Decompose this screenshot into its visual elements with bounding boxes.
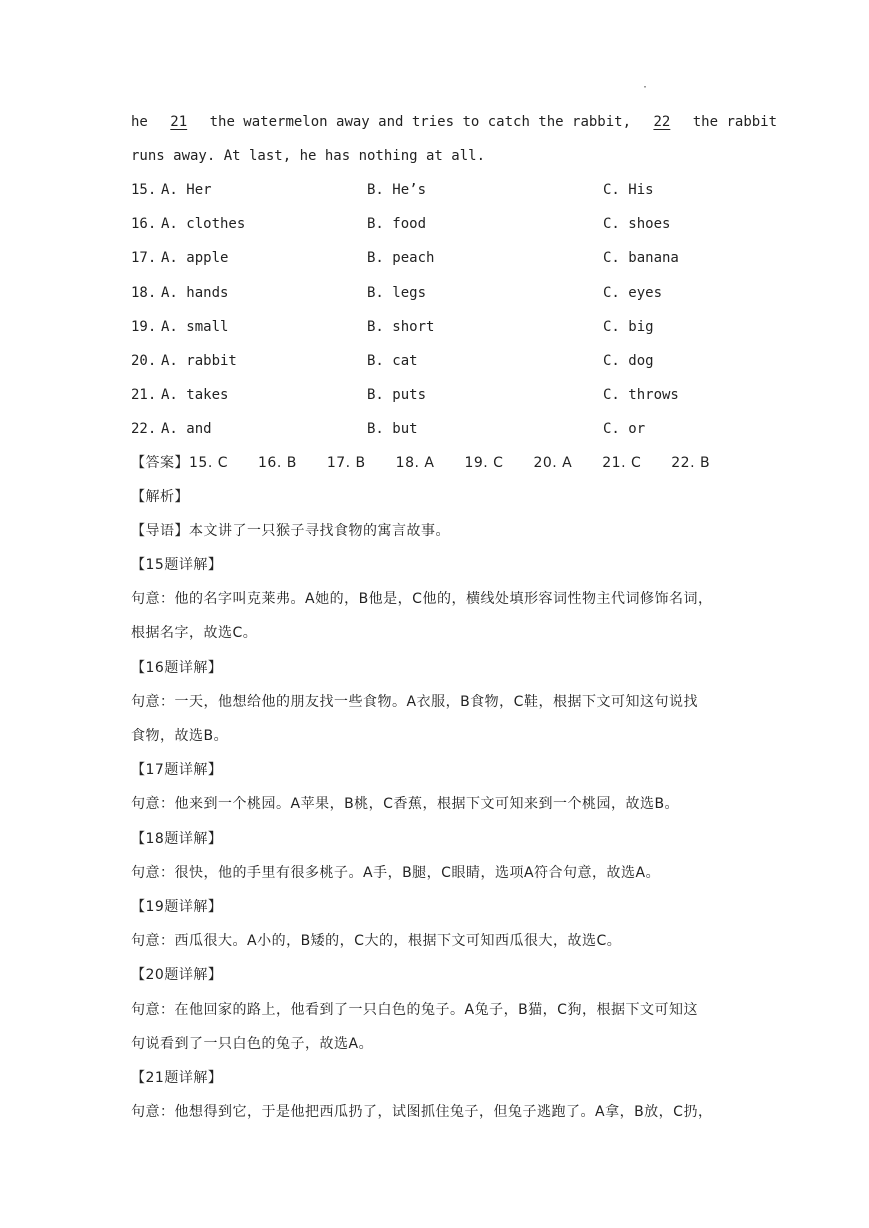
passage-line-2: runs away. At last, he has nothing at all. [131, 148, 486, 164]
passage-text: the watermelon away and tries to catch the rabbit, [201, 114, 640, 130]
question-number: 15. [131, 182, 157, 198]
detail-title: 【17题详解】 [131, 762, 223, 779]
answer-item: 17. B [326, 455, 366, 471]
option-a: A. small [161, 318, 229, 335]
detail-title: 【18题详解】 [131, 830, 223, 847]
question-number: 17. [131, 250, 157, 267]
option-b: B. He’s [367, 182, 427, 198]
detail-line: 根据名字，故选C。 [131, 625, 258, 642]
option-a: A. clothes [161, 216, 246, 233]
question-number: 19. [131, 318, 157, 335]
option-c: C. shoes [603, 216, 671, 233]
option-c: C. banana [603, 250, 679, 267]
detail-line: 句说看到了一只白色的兔子，故选A。 [131, 1035, 374, 1052]
option-c: C. eyes [603, 284, 663, 301]
answer-label: 【答案】 [131, 455, 189, 471]
detail-line: 句意：西瓜很大。A小的，B矮的，C大的，根据下文可知西瓜很大，故选C。 [131, 933, 622, 950]
detail-title: 【16题详解】 [131, 659, 223, 676]
blank-21: 21 [170, 114, 188, 130]
answer-item: 16. B [258, 455, 297, 471]
detail-title: 【19题详解】 [131, 899, 223, 915]
option-a: A. and [161, 421, 212, 438]
detail-title: 【20题详解】 [131, 967, 223, 984]
answer-item: 18. A [395, 455, 435, 471]
option-b: B. food [367, 216, 427, 233]
detail-line: 食物，故选B。 [131, 728, 229, 744]
question-number: 16. [131, 216, 157, 233]
option-b: B. short [367, 318, 435, 335]
answer-item: 22. B [671, 455, 711, 471]
detail-title: 【21题详解】 [131, 1070, 223, 1086]
passage-line-1 [131, 112, 777, 132]
option-c: C. or [603, 421, 646, 438]
option-b: B. but [367, 421, 418, 438]
detail-line: 句意：他的名字叫克莱弗。A她的，B他是，C他的，横线处填形容词性物主代词修饰名词， [131, 591, 713, 608]
option-a: A. takes [161, 387, 229, 404]
option-a: A. rabbit [161, 353, 237, 369]
analysis-heading: 【解析】 [131, 489, 189, 505]
detail-line: 句意：他想得到它，于是他把西瓜扔了，试图抓住兔子，但兔子逃跑了。A拿，B放，C扔， [131, 1104, 713, 1121]
blank-22: 22 [653, 114, 671, 130]
question-number: 20. [131, 353, 157, 369]
option-c: C. throws [603, 387, 679, 404]
answer-item: 20. A [533, 455, 573, 471]
answer-item: 15. C [189, 455, 228, 471]
answer-item: 21. C [602, 455, 642, 471]
detail-title: 【15题详解】 [131, 557, 223, 573]
intro-line: 【导语】本文讲了一只猴子寻找食物的寓言故事。 [131, 523, 450, 539]
option-b: B. legs [367, 284, 427, 301]
option-b: B. cat [367, 353, 418, 369]
question-number: 22. [131, 421, 157, 438]
page-mark: · [642, 82, 649, 93]
question-number: 21. [131, 387, 157, 404]
option-a: A. apple [161, 250, 229, 267]
detail-line: 句意：一天，他想给他的朋友找一些食物。A衣服，B食物，C鞋，根据下文可知这句说找 [131, 693, 698, 710]
option-a: A. Her [161, 182, 212, 198]
passage-text: he [131, 114, 157, 130]
option-c: C. big [603, 318, 654, 335]
answer-item: 19. C [464, 455, 504, 471]
answer-line [131, 453, 740, 473]
question-number: 18. [131, 284, 157, 301]
option-a: A. hands [161, 284, 229, 301]
option-b: B. puts [367, 387, 427, 404]
detail-line: 句意：他来到一个桃园。A苹果，B桃，C香蕉，根据下文可知来到一个桃园，故选B。 [131, 796, 680, 813]
detail-line: 句意：在他回家的路上，他看到了一只白色的兔子。A兔子，B猫，C狗，根据下文可知这 [131, 1001, 698, 1018]
option-c: C. dog [603, 353, 654, 369]
option-c: C. His [603, 182, 654, 198]
detail-line: 句意：很快，他的手里有很多桃子。A手，B腿，C眼睛，选项A符合句意，故选A。 [131, 864, 661, 881]
option-b: B. peach [367, 250, 435, 267]
passage-text: the rabbit [684, 114, 778, 130]
